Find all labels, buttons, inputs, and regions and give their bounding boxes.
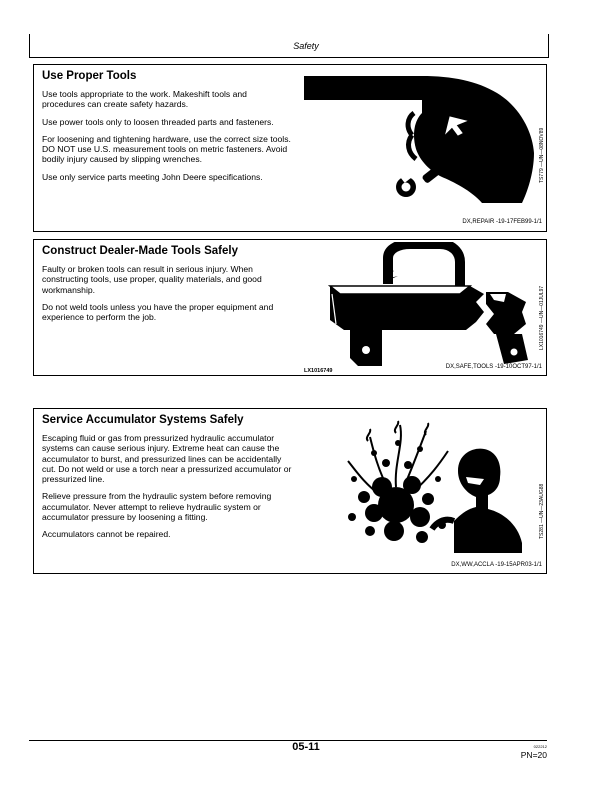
section-title: Service Accumulator Systems Safely bbox=[42, 414, 244, 426]
figure-code: TS281 —UN—23AUG88 bbox=[539, 483, 545, 539]
pn-number: PN=20 bbox=[520, 750, 547, 760]
section-title: Use Proper Tools bbox=[42, 70, 137, 82]
broken-tool-illustration bbox=[300, 242, 536, 368]
reference-code: DX,REPAIR -19-17FEB99-1/1 bbox=[462, 219, 542, 225]
paragraph: Accumulators cannot be repaired. bbox=[42, 529, 171, 540]
figure-label: LX1016749 bbox=[304, 368, 333, 374]
section-title: Construct Dealer-Made Tools Safely bbox=[42, 245, 238, 257]
fluid-burst-illustration bbox=[334, 413, 534, 553]
footer-code: 022212 bbox=[533, 744, 547, 749]
paragraph: Use tools appropriate to the work. Makeshift tools and procedures can create safety hazards. bbox=[42, 89, 247, 110]
figure-code: TS779 —UN—08NOV89 bbox=[539, 127, 545, 183]
paragraph: Faulty or broken tools can result in serious injury. When constructing tools, use proper, quality materials, and good workmanship. bbox=[42, 264, 262, 295]
page-number: 05-11 bbox=[292, 741, 320, 753]
section-accumulator-systems bbox=[33, 408, 547, 574]
hand-wrench-illustration bbox=[302, 73, 542, 203]
section-body bbox=[42, 264, 292, 329]
section-use-proper-tools bbox=[33, 64, 547, 232]
paragraph: Use only service parts meeting John Deere specifications. bbox=[42, 171, 263, 182]
header-title: Safety bbox=[293, 41, 319, 51]
paragraph: Do not weld tools unless you have the proper equipment and experience to perform the job. bbox=[42, 301, 274, 323]
reference-code: DX,WW,ACCLA -19-15APR03-1/1 bbox=[451, 562, 542, 568]
paragraph: For loosening and tightening hardware, use the correct size tools. DO NOT use U.S. measurement tools on metric fasteners. Avoid bodily injury caused by slipping wrenches. bbox=[42, 133, 291, 165]
section-dealer-made-tools bbox=[33, 239, 547, 376]
section-body bbox=[42, 89, 292, 189]
reference-code: DX,SAFE,TOOLS -19-10OCT97-1/1 bbox=[445, 364, 542, 370]
paragraph: Escaping fluid or gas from pressurized hydraulic accumulator systems can cause serious injury. Extreme heat can cause the accumulator to burst, and pressurized lines can be accidentally cut. Do not weld or use a torch near a pressurized accumulator or pressurized line. bbox=[42, 433, 292, 485]
section-body bbox=[42, 433, 292, 547]
paragraph: Use power tools only to loosen threaded parts and fasteners. bbox=[42, 116, 274, 127]
paragraph: Relieve pressure from the hydraulic system before removing accumulator. Never attempt to relieve hydraulic system or accumulator pressure by loosening a fitting. bbox=[42, 491, 272, 523]
figure-code: LX1016749 —UN—01JUL97 bbox=[539, 285, 545, 350]
